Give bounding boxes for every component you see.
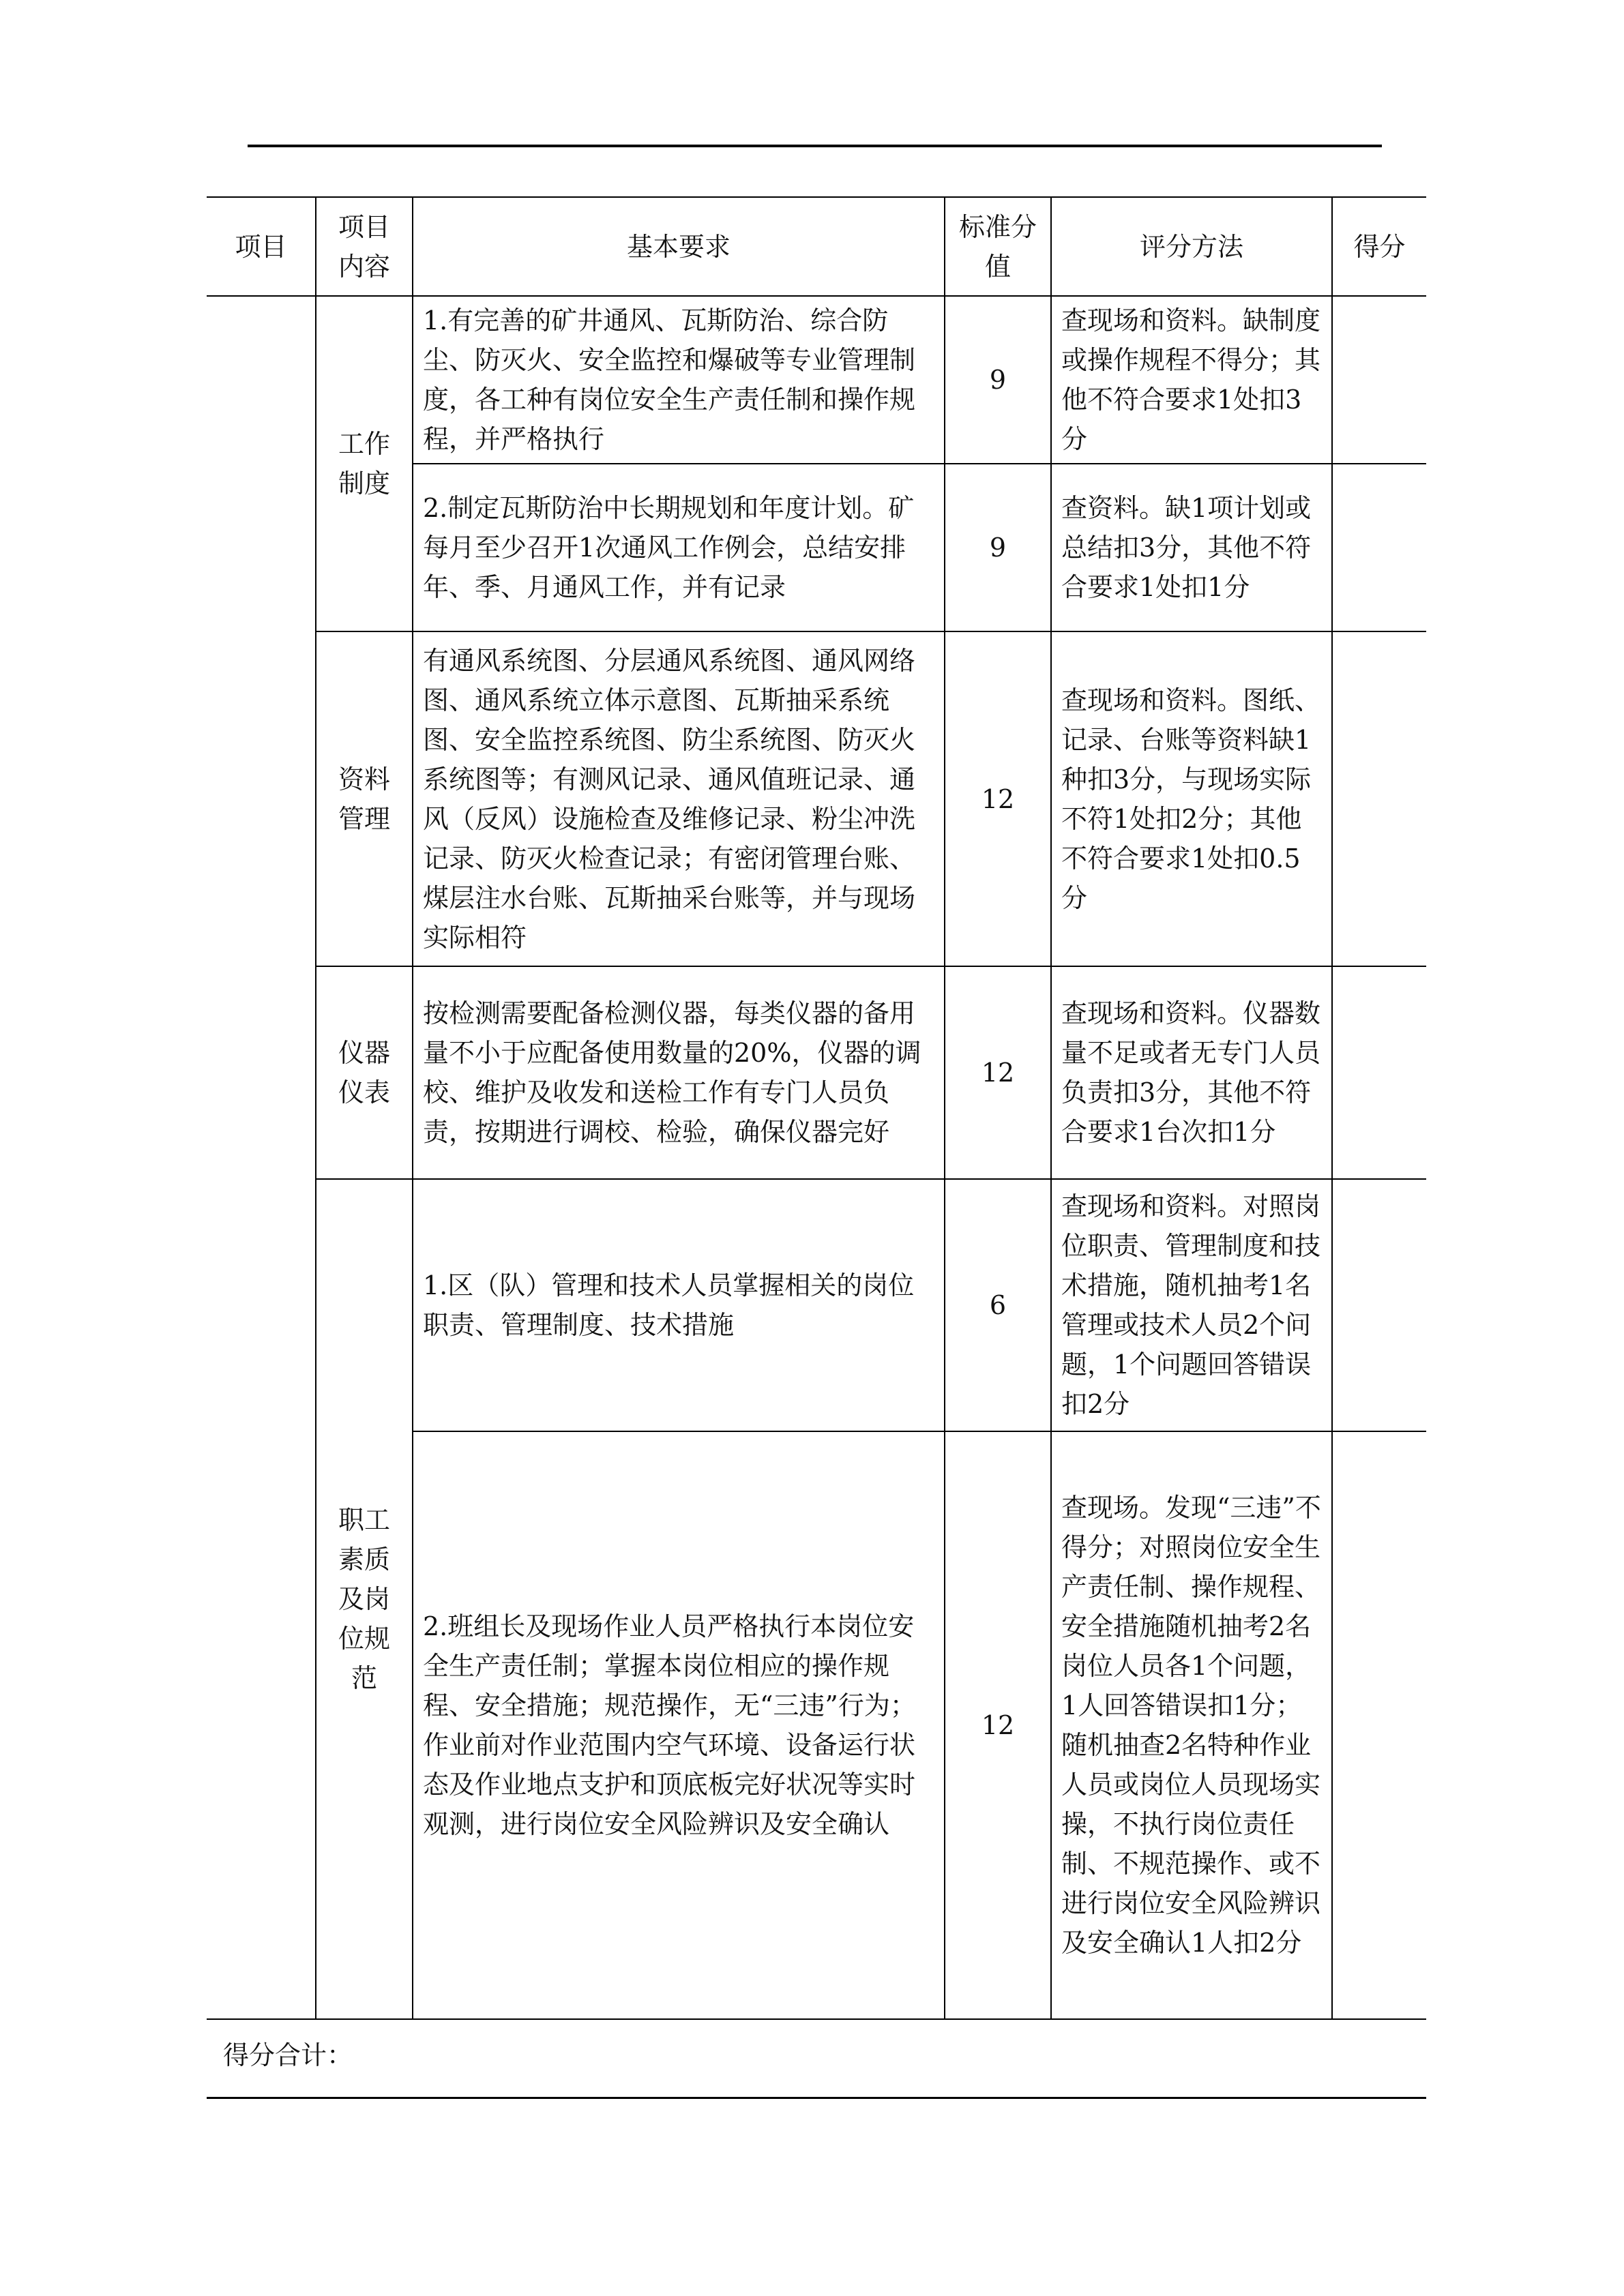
requirement-cell: 1.区（队）管理和技术人员掌握相关的岗位职责、管理制度、技术措施	[413, 1179, 945, 1431]
standard-cell: 6	[945, 1179, 1051, 1431]
table-row	[207, 966, 1426, 1179]
content-cell: 仪器仪表	[316, 966, 413, 1179]
header-standard: 标准分值	[945, 197, 1051, 296]
method-cell: 查现场和资料。对照岗位职责、管理制度和技术措施，随机抽考1名管理或技术人员2个问题，1个问题回答错误扣2分	[1051, 1179, 1332, 1431]
requirement-cell: 有通风系统图、分层通风系统图、通风网络图、通风系统立体示意图、瓦斯抽采系统图、安全监控系统图、防尘系统图、防灭火系统图等；有测风记录、通风值班记录、通风（反风）设施检查及维修记录、粉尘冲洗记录、防灭火检查记录；有密闭管理台账、煤层注水台账、瓦斯抽采台账等，并与现场实际相符	[413, 631, 945, 966]
score-cell[interactable]	[1332, 1179, 1426, 1431]
table-row	[207, 296, 1426, 464]
method-cell: 查现场和资料。仪器数量不足或者无专门人员负责扣3分，其他不符合要求1台次扣1分	[1051, 966, 1332, 1179]
header-method: 评分方法	[1051, 197, 1332, 296]
content-cell: 职工素质及岗位规范	[316, 1179, 413, 2019]
score-cell[interactable]	[1332, 464, 1426, 631]
header-rule	[248, 145, 1382, 147]
item-cell	[207, 296, 316, 2019]
method-cell: 查现场和资料。缺制度或操作规程不得分；其他不符合要求1处扣3分	[1051, 296, 1332, 464]
requirement-cell: 2.制定瓦斯防治中长期规划和年度计划。矿每月至少召开1次通风工作例会，总结安排年、季、月通风工作，并有记录	[413, 464, 945, 631]
requirement-cell: 按检测需要配备检测仪器，每类仪器的备用量不小于应配备使用数量的20%，仪器的调校、维护及收发和送检工作有专门人员负责，按期进行调校、检验，确保仪器完好	[413, 966, 945, 1179]
method-cell: 查现场和资料。图纸、记录、台账等资料缺1种扣3分，与现场实际不符1处扣2分；其他不符合要求1处扣0.5分	[1051, 631, 1332, 966]
header-score: 得分	[1332, 197, 1426, 296]
requirement-cell: 1.有完善的矿井通风、瓦斯防治、综合防尘、防灭火、安全监控和爆破等专业管理制度，各工种有岗位安全生产责任制和操作规程，并严格执行	[413, 296, 945, 464]
standard-cell: 12	[945, 631, 1051, 966]
method-cell: 查资料。缺1项计划或总结扣3分，其他不符合要求1处扣1分	[1051, 464, 1332, 631]
content-cell: 工作制度	[316, 296, 413, 631]
table-row	[207, 631, 1426, 966]
standard-cell: 9	[945, 296, 1051, 464]
header-item: 项目	[207, 197, 316, 296]
requirement-cell: 2.班组长及现场作业人员严格执行本岗位安全生产责任制；掌握本岗位相应的操作规程、安全措施；规范操作，无“三违”行为；作业前对作业范围内空气环境、设备运行状态及作业地点支护和顶底板完好状况等实时观测，进行岗位安全风险辨识及安全确认	[413, 1431, 945, 2019]
header-content: 项目内容	[316, 197, 413, 296]
header-requirement: 基本要求	[413, 197, 945, 296]
scoring-table	[207, 196, 1426, 2020]
table-row	[207, 1179, 1426, 1431]
standard-cell: 12	[945, 966, 1051, 1179]
score-cell[interactable]	[1332, 966, 1426, 1179]
score-cell[interactable]	[1332, 631, 1426, 966]
method-cell: 查现场。发现“三违”不得分；对照岗位安全生产责任制、操作规程、安全措施随机抽考2名岗位人员各1个问题，1人回答错误扣1分；随机抽查2名特种作业人员或岗位人员现场实操，不执行岗位责任制、不规范操作、或不进行岗位安全风险辨识及安全确认1人扣2分	[1051, 1431, 1332, 2019]
score-cell[interactable]	[1332, 1431, 1426, 2019]
standard-cell: 12	[945, 1431, 1051, 2019]
content-cell: 资料管理	[316, 631, 413, 966]
score-cell[interactable]	[1332, 296, 1426, 464]
total-score-label: 得分合计：	[223, 2040, 353, 2070]
footer-rule	[207, 2097, 1426, 2099]
header-row	[207, 197, 1426, 296]
standard-cell: 9	[945, 464, 1051, 631]
